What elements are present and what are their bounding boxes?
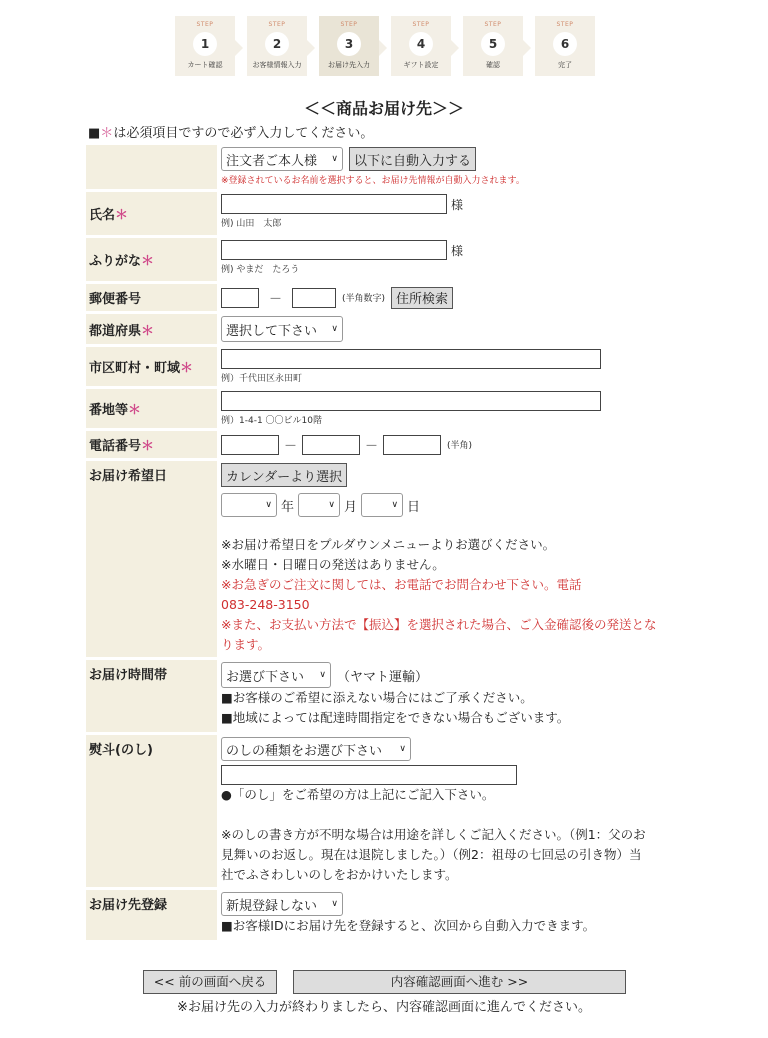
zip-input-2[interactable] [292,288,336,308]
name-suffix: 様 [451,197,464,212]
carrier-label: （ヤマト運輸） [337,669,429,685]
step-name: 完了 [558,61,572,69]
noshi-note: ●「のし」をご希望の方は上記にご記入下さい。 [221,787,495,802]
date-note: ※水曜日・日曜日の発送はありません。 [221,557,445,572]
zip-input-1[interactable] [221,288,259,308]
city-label [86,347,217,386]
year-label: 年 [281,499,295,515]
city-input[interactable] [221,349,601,369]
step-number: 3 [337,32,361,56]
date-red-note: 083-248-3150 [221,597,310,612]
time-note: ■地域によっては配達時間指定をできない場合もございます。 [221,710,570,725]
time-note: ■お客様のご希望に添えない場合にはご了承ください。 [221,690,533,705]
date-cell [217,461,680,657]
next-button[interactable]: 内容確認画面へ進む >> [293,970,626,994]
addr-example: 例）1-4-1 〇〇ビル10階 [221,416,322,426]
date-red-note: ります。 [221,637,271,652]
autofill-select-value: 注文者ご本人様 [226,153,318,169]
required-star: ＊ [180,361,194,376]
noshi-cell [217,735,680,887]
month-select[interactable] [298,493,340,517]
autofill-note: ※登録されているお名前を選択すると、お届け先情報が自動入力されます。 [221,176,525,186]
step-number: 4 [409,32,433,56]
step-label: STEP [484,21,502,28]
step-name: お客様情報入力 [252,61,302,69]
step-progress [175,16,607,76]
address-search-button[interactable]: 住所検索 [391,287,453,309]
tel-input-3[interactable] [383,435,441,455]
autofill-cell [217,145,680,189]
kana-label [86,238,217,281]
city-example: 例）千代田区永田町 [221,374,303,384]
tel-label [86,431,217,458]
autofill-button[interactable]: 以下に自動入力する [349,147,476,171]
step-number: 2 [265,32,289,56]
date-red-note: ※お急ぎのご注文に関しては、お電話でお問合わせ下さい。電話 [221,577,582,592]
step-5 [463,16,523,76]
month-label: 月 [344,499,358,515]
step-label: STEP [412,21,430,28]
time-select-value: お選び下さい [226,669,305,685]
step-number: 6 [553,32,577,56]
step-name: カート確認 [187,61,223,69]
register-note: ■お客様IDにお届け先を登録すると、次回から自動入力できます。 [221,918,596,933]
step-name: 確認 [486,61,500,69]
chevron-down-icon: ∨ [319,670,326,680]
step-label: STEP [340,21,358,28]
time-label: お届け時間帯 [86,660,217,732]
name-cell [217,192,680,235]
chevron-down-icon: ∨ [331,899,338,909]
zip-dash: － [269,292,283,307]
tel-cell [217,431,680,458]
step-6 [535,16,595,76]
pref-label-text: 都道府県 [89,323,142,339]
kana-suffix: 様 [451,243,464,258]
chevron-down-icon: ∨ [399,744,406,754]
noshi-select-value: のしの種類をお選び下さい [226,743,383,759]
date-label: お届け希望日 [86,461,217,657]
required-star: ＊ [128,403,142,418]
time-select[interactable] [221,662,331,688]
kana-cell [217,238,680,281]
noshi-note: ※のしの書き方が不明な場合は用途を詳しくご記入ください。（例1：父のお [221,827,646,842]
required-star: ＊ [141,323,155,339]
step-label: STEP [268,21,286,28]
zip-label: 郵便番号 [86,284,217,311]
step-number: 1 [193,32,217,56]
tel-dash: － [365,439,379,454]
chevron-down-icon: ∨ [265,500,272,510]
register-select-value: 新規登録しない [226,898,318,914]
city-label-text: 市区町村・町域 [89,361,181,376]
name-input[interactable] [221,194,447,214]
chevron-down-icon: ∨ [328,500,336,510]
pref-cell [217,314,680,344]
zip-cell [217,284,680,311]
kana-input[interactable] [221,240,447,260]
kana-example: 例) やまだ たろう [221,265,300,275]
date-note: ※お届け希望日をプルダウンメニューよりお選びください。 [221,537,556,552]
step-number: 5 [481,32,505,56]
addr-input[interactable] [221,391,601,411]
tel-input-2[interactable] [302,435,360,455]
back-button[interactable]: << 前の画面へ戻る [143,970,277,994]
required-note-text: は必須項目ですので必ず入力してください。 [113,126,374,141]
required-note [88,122,373,141]
addr-label [86,389,217,428]
step-3 [319,16,379,76]
name-label [86,192,217,235]
register-select[interactable] [221,892,343,916]
day-select[interactable] [361,493,403,517]
step-4 [391,16,451,76]
noshi-select[interactable] [221,737,411,761]
time-cell [217,660,680,732]
city-cell [217,347,680,386]
noshi-label: 熨斗(のし) [86,735,217,887]
autofill-select[interactable] [221,147,343,171]
name-label-text: 氏名 [89,208,116,223]
step-2 [247,16,307,76]
delivery-form [86,142,680,943]
step-label: STEP [556,21,574,28]
tel-label-text: 電話番号 [89,439,142,454]
required-star: ＊ [115,208,129,223]
tel-dash: － [284,439,298,454]
step-name: お届け先入力 [328,61,370,69]
addr-cell [217,389,680,428]
noshi-input[interactable] [221,765,517,785]
register-cell [217,890,680,940]
step-1 [175,16,235,76]
bottom-note: ※お届け先の入力が終わりましたら、内容確認画面に進んでください。 [177,1000,591,1015]
tel-hint: (半角) [447,441,473,451]
kana-label-text: ふりがな [89,254,142,269]
calendar-button[interactable]: カレンダーより選択 [221,463,347,487]
chevron-down-icon: ∨ [331,324,338,334]
step-label: STEP [196,21,214,28]
day-label: 日 [407,499,421,515]
pref-select[interactable] [221,316,343,342]
chevron-down-icon: ∨ [391,500,399,510]
name-example: 例) 山田 太郎 [221,219,282,229]
pref-label [86,314,217,344]
date-red-note: ※また、お支払い方法で【振込】を選択された場合、ご入金確認後の発送とな [221,617,657,632]
bullet: ■ [88,126,101,141]
register-label: お届け先登録 [86,890,217,940]
chevron-down-icon: ∨ [331,154,338,164]
required-star: ＊ [141,254,155,269]
addr-label-text: 番地等 [89,403,129,418]
required-star: ＊ [100,126,114,141]
page-title: ＜＜商品お届け先＞＞ [303,99,464,118]
autofill-label-cell [86,145,217,189]
required-star: ＊ [141,439,155,454]
step-name: ギフト設定 [403,61,439,69]
zip-hint: (半角数字) [342,294,386,304]
noshi-note: 社でふさわしいのしをおかけいたします。 [221,867,458,882]
year-select[interactable] [221,493,277,517]
pref-select-value: 選択して下さい [226,323,318,339]
tel-input-1[interactable] [221,435,279,455]
noshi-note: 見舞いのお返し。現在は退院しました。）（例2：祖母の七回忌の引き物）当 [221,847,642,862]
